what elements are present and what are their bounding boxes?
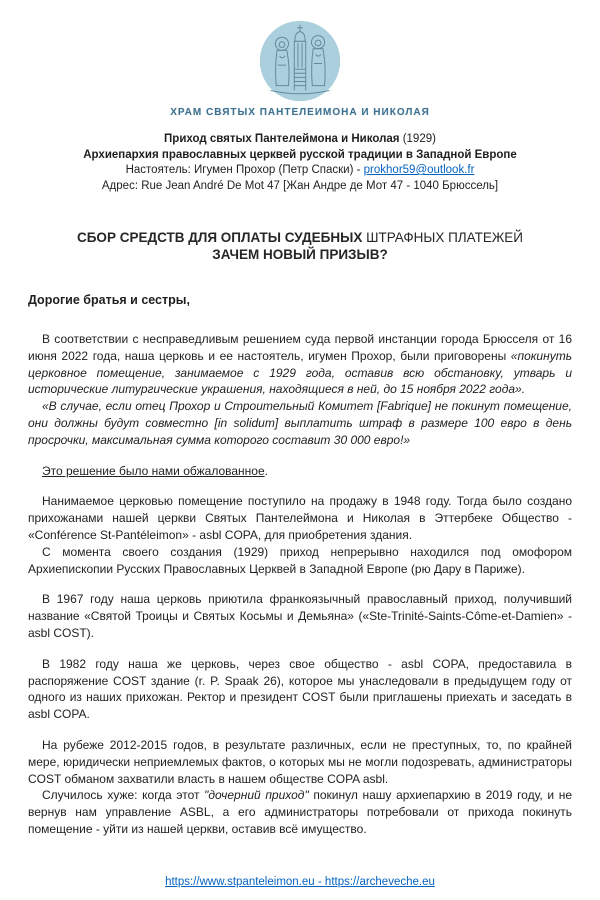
title-line-1-bold: СБОР СРЕДСТВ ДЛЯ ОПЛАТЫ СУДЕБНЫХ (76, 230, 367, 245)
body-paragraphs (28, 331, 572, 838)
body-paragraph (28, 656, 572, 723)
letterhead (28, 132, 572, 194)
body-paragraph (28, 544, 572, 578)
title-line-2: ЗАЧЕМ НОВЫЙ ПРИЗЫВ? (212, 246, 388, 262)
title-line-1-regular: ШТРАФНЫХ ПЛАТЕЖЕЙ (366, 230, 524, 245)
archdiocese-line: Архиепархия православных церквей русской традиции в Западной Европе (83, 148, 517, 161)
text-segment: «покинуть церковное помещение, занимаемое с 1929 года, оставив всю обстановку, утварь и исторические литургические украшения, находящиеся в ней, до 15 ноября 2022 года». (28, 348, 572, 397)
text-segment: «В случае, если отец Прохор и Строительный Комитет [Fabrique] не покинут помещение, они должны будут совместно [in solidum] выплатить штраф в размере 100 евро в день просрочки, максимальная сумма которого составит 30 000 евро!» (28, 399, 572, 447)
text-segment: На рубеже 2012-2015 годов, в результате различных, если не преступных, то, по крайней мере, юридически неприемлемых фактов, о которых мы не могли подозревать, администраторы COST обманом захватили власть в нашем обществе COPA asbl. (28, 737, 572, 786)
salutation: Дорогие братья и сестры, (28, 293, 190, 307)
footer-links (0, 876, 600, 888)
text-segment: С момента своего создания (1929) приход непрерывно находился под омофором Архиепископии Русских Православных Церквей в Западной Европе (рю Дару в Париже). (28, 544, 572, 576)
document-title (28, 230, 572, 263)
body-paragraph (28, 737, 572, 787)
text-segment: В 1967 году наша церковь приютила франкоязычный православный приход, получивший название «Святой Троицы и Святых Косьмы и Демьяна» («Ste-Trinité-Saints-Côme-et-Damien» - asbl COST). (28, 592, 572, 640)
text-segment: В соответствии с несправедливым решением суда первой инстанции города Брюсселя от 16 июня 2022 года, наша церковь и ее настоятель, игумен Прохор, были приговорены (28, 332, 572, 363)
address-line: Адрес: Rue Jean André De Mot 47 [Жан Андре де Мот 47 - 1040 Брюссель] (101, 179, 499, 192)
parish-name-line (28, 132, 572, 148)
body-paragraph (28, 787, 572, 837)
archdiocese-website-link[interactable]: https://archeveche.eu (324, 876, 435, 888)
rector-label: Настоятель: Игумен Прохор (Петр Спаски) - (125, 164, 364, 176)
text-segment: Это решение было нами обжалованное (42, 463, 265, 478)
text-segment: . (264, 463, 268, 478)
parish-logo (28, 20, 572, 120)
parish-name: Приход святых Пантелеймона и Николая (164, 133, 400, 145)
rector-email-link[interactable]: prokhor59@outlook.fr (363, 164, 475, 176)
body-paragraph (28, 591, 572, 641)
logo-banner-text: ХРАМ СВЯТЫХ ПАНТЕЛЕИМОНА И НИКОЛАЯ (170, 107, 430, 118)
text-segment: Случилось хуже: когда этот (42, 788, 205, 803)
body-paragraph (28, 463, 572, 480)
body-paragraph (28, 331, 572, 398)
body-paragraph (28, 398, 572, 448)
body-paragraph (28, 493, 572, 543)
title-line-1 (28, 230, 572, 247)
text-segment: В 1982 году наша же церковь, через свое общество - asbl COPA, предоставила в распоряжение COST здание (r. P. Spaak 26), которое мы унаследовали в предыдущем году от одного из наших прихожан. Ректор и президент COST были приглашены приехать и заседать в asbl COPA. (28, 656, 572, 722)
church-emblem-icon (28, 20, 572, 102)
rector-line (28, 163, 572, 179)
parish-year: (1929) (399, 133, 436, 145)
text-segment: "дочерний приход" (204, 788, 309, 803)
parish-website-link[interactable]: https://www.stpanteleimon.eu (165, 876, 315, 888)
text-segment: Нанимаемое церковью помещение поступило на продажу в 1948 году. Тогда было создано прихожанами нашей церкви Святых Пантелеймона и Николая в Эттербеке Общество - «Conférence St-Pantéleimon» - asbl COPA, для приобретения здания. (28, 494, 572, 542)
text-segment: покинул нашу архиепархию в 2019 году, и не вернув нам управление ASBL, а его администраторы потребовали от прихода покинуть помещение - уйти из нашей церкви, оставив всё имущество. (28, 788, 573, 836)
footer-links-separator: - (314, 876, 325, 888)
